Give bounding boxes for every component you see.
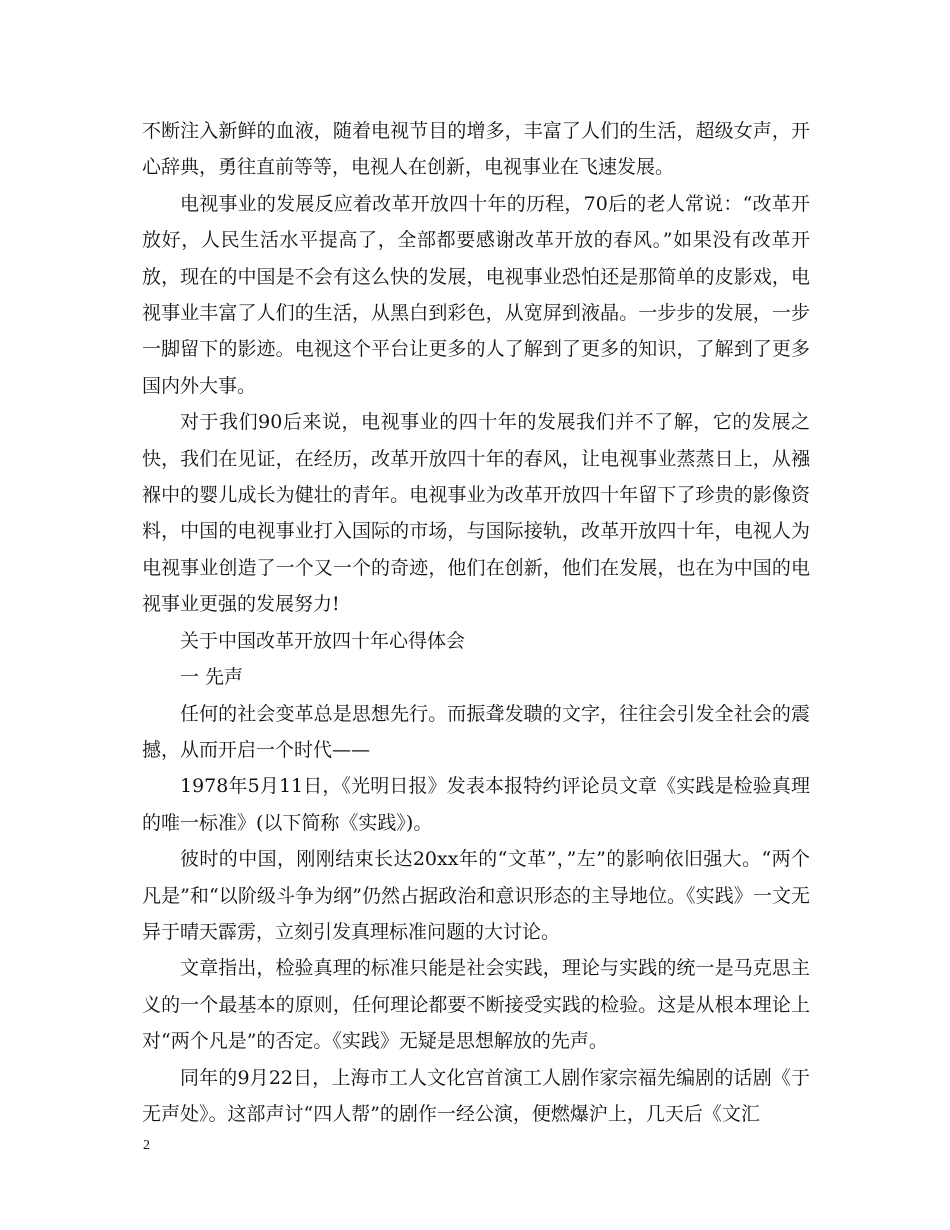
page-number: 2 <box>143 1138 150 1153</box>
paragraph: 1978年5月11日，《光明日报》发表本报特约评论员文章《实践是检验真理的唯一标准》(以下简称《实践》)。 <box>142 775 810 834</box>
paragraph: 同年的9月22日，上海市工人文化宫首演工人剧作家宗福先编剧的话剧《于无声处》。这部声讨“四人帮”的剧作一经公演，便燃爆沪上，几天后《文汇 <box>142 1066 810 1125</box>
paragraph: 对于我们90后来说，电视事业的四十年的发展我们并不了解，它的发展之快，我们在见证，在经历，改革开放四十年的春风，让电视事业蒸蒸日上，从襁褓中的婴儿成长为健壮的青年。电视事业为改革开放四十年留下了珍贵的影像资料，中国的电视事业打入国际的市场，与国际接轨，改革开放四十年，电视人为电视事业创造了一个又一个的奇迹，他们在创新，他们在发展，也在为中国的电视事业更强的发展努力! <box>142 411 810 616</box>
section-heading: 关于中国改革开放四十年心得体会 <box>180 629 466 652</box>
paragraph: 不断注入新鲜的血液，随着电视节目的增多，丰富了人们的生活，超级女声，开心辞典，勇往直前等等，电视人在创新，电视事业在飞速发展。 <box>142 120 810 179</box>
paragraph: 任何的社会变革总是思想先行。而振聋发聩的文字，往往会引发全社会的震撼，从而开启一个时代—— <box>142 702 810 761</box>
paragraph: 电视事业的发展反应着改革开放四十年的历程，70后的老人常说：“改革开放好，人民生活水平提高了，全部都要感谢改革开放的春风。”如果没有改革开放，现在的中国是不会有这么快的发展，电视事业恐怕还是那简单的皮影戏，电视事业丰富了人们的生活，从黑白到彩色，从宽屏到液晶。一步步的发展，一步一脚留下的影迹。电视这个平台让更多的人了解到了更多的知识，了解到了更多国内外大事。 <box>142 192 810 397</box>
paragraph: 文章指出，检验真理的标准只能是社会实践，理论与实践的统一是马克思主义的一个最基本的原则，任何理论都要不断接受实践的检验。这是从根本理论上对“两个凡是”的否定。《实践》无疑是思想解放的先声。 <box>142 957 810 1053</box>
document-body <box>142 113 810 1132</box>
paragraph: 彼时的中国，刚刚结束长达20xx年的“文革”，”左”的影响依旧强大。“两个凡是”和“以阶级斗争为纲”仍然占据政治和意识形态的主导地位。《实践》一文无异于晴天霹雳，立刻引发真理标准问题的大讨论。 <box>142 848 810 943</box>
subsection-heading: 一 先声 <box>180 666 244 689</box>
